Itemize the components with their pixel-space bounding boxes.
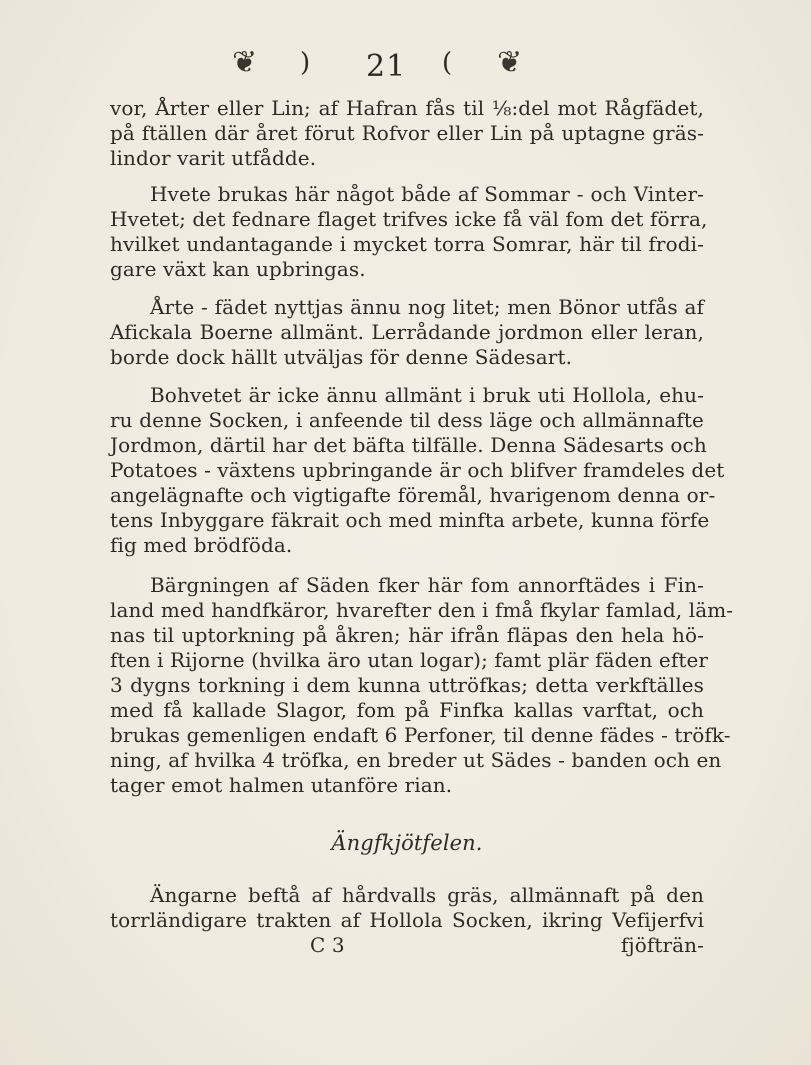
running-header	[0, 44, 811, 84]
text-line: Potatoes - växtens upbringande är och blifver framdeles det	[110, 458, 725, 482]
text-line: vor, Årter eller Lin; af Hafran fås til ⅛:del mot Rågfädet,	[110, 96, 704, 120]
text-line: lindor varit utfådde.	[110, 146, 317, 170]
page-footer	[110, 932, 704, 958]
text-line: fig med brödföda.	[110, 533, 293, 557]
text-line: hvilket undantagande i mycket torra Somrar, här til frodi-	[110, 232, 704, 256]
text-line: ning, af hvilka 4 tröfka, en breder ut Sädes - banden och en	[110, 748, 722, 772]
text-line: Ängarne beftå af hårdvalls gräs, allmännaft på den	[150, 883, 704, 907]
text-line: brukas gemenligen endaft 6 Perfoner, til denne fädes - tröfk-	[110, 723, 731, 747]
header-bracket-right: (	[442, 48, 453, 78]
fleuron-right-icon: ❦	[497, 45, 523, 80]
text-line: tager emot halmen utanföre rian.	[110, 773, 453, 797]
text-line: ften i Rijorne (hvilka äro utan logar); famt plär fäden efter	[110, 648, 709, 672]
text-line: land med handfkäror, hvarefter den i fmå fkylar famlad, läm-	[110, 598, 734, 622]
text-line: Bärgningen af Säden fker här fom annorftädes i Fin-	[150, 573, 704, 597]
page-number: 21	[366, 49, 407, 84]
section-heading: Ängfkjötfelen.	[331, 831, 483, 855]
text-line: med få kallade Slagor, fom på Finfka kallas varftat, och	[110, 698, 704, 722]
fleuron-left-icon: ❦	[232, 45, 258, 80]
catchword: fjöfträn-	[620, 933, 704, 957]
text-line: på ftällen där året förut Rofvor eller Lin på uptagne gräs-	[110, 121, 704, 145]
text-line: Hvetet; det fednare flaget trifves icke få väl fom det förra,	[110, 207, 708, 231]
text-line: gare växt kan upbringas.	[110, 257, 366, 281]
text-line: 3 dygns torkning i dem kunna uttröfkas; detta verkftälles	[110, 673, 704, 697]
header-bracket-left: )	[300, 48, 311, 78]
text-line: tens Inbyggare fäkrait och med minfta arbete, kunna förfe	[110, 508, 710, 532]
text-line: Jordmon, därtil har det bäfta tilfälle. Denna Sädesarts och	[110, 433, 707, 457]
text-line: Årte - fädet nyttjas ännu nog litet; men Bönor utfås af	[150, 295, 704, 319]
text-line: nas til uptorkning på åkren; här ifrån fläpas den hela hö-	[110, 623, 704, 647]
text-line: torrländigare trakten af Hollola Socken, ikring Vefijerfvi	[110, 908, 704, 932]
text-line: borde dock hällt utväljas för denne Sädesart.	[110, 345, 573, 369]
text-line: angelägnafte och vigtigafte föremål, hvarigenom denna or-	[110, 483, 716, 507]
text-line: ru denne Socken, i anfeende til dess läge och allmännafte	[110, 408, 704, 432]
text-line: Bohvetet är icke ännu allmänt i bruk uti Hollola, ehu-	[150, 383, 704, 407]
text-line: Hvete brukas här något både af Sommar - och Vinter-	[150, 182, 704, 206]
text-line: Afickala Boerne allmänt. Lerrådande jordmon eller leran,	[110, 320, 704, 344]
signature-mark: C 3	[310, 933, 345, 957]
